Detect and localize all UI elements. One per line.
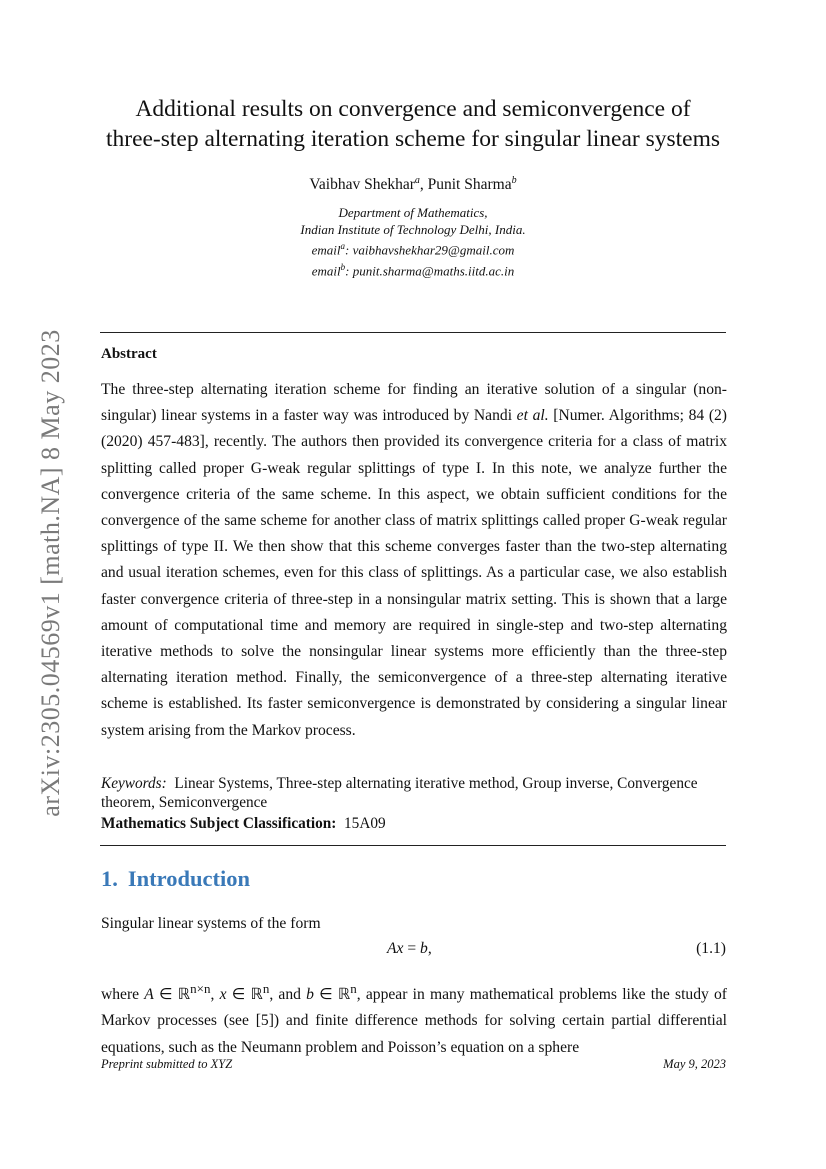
abstract-text-part: [Numer. Algorithms; 84 (2) (2020) 457-483], recently. The authors then provided its convergence criteria for a class of matrix splitting called proper G-weak regular splittings of type I. In this note, we analyze further the convergence criteria of the same scheme. In this aspect, we obtain sufficient conditions for the convergence of the same scheme for another class of matrix splittings called proper G-weak regular splittings of type II. We then show that this scheme converges faster than the two-step alternating and usual iteration schemes, even for this class of splittings. As a particular case, we also establish faster convergence criteria of three-step in a nonsingular matrix setting. This is shown that a large amount of computational time and memory are required in single-step and two-step alternating iterative methods to solve the nonsingular linear systems more efficiently than the three-step alternating iteration method. Finally, the semiconvergence of a three-step alternating iterative scheme is established. Its faster semiconvergence is demonstrated by considering a singular linear system arising from the Markov process. — [101, 407, 727, 739]
abstract-etal: et al. — [516, 407, 549, 425]
math-var: x — [219, 986, 227, 1004]
math-op: ∈ ℝ — [153, 986, 191, 1004]
paper-title — [100, 94, 726, 154]
keywords — [101, 775, 727, 812]
math-sup: n×n — [190, 981, 211, 996]
equation — [387, 940, 432, 958]
intro-paragraph — [101, 976, 727, 1061]
math-var: b — [306, 986, 314, 1004]
equation-number: (1.1) — [696, 940, 726, 957]
equation-equals: = — [403, 940, 421, 957]
intro-text: , appear in many mathematical problems like the study of Markov processes (see [5]) and finite difference methods for solving certain partial differential equations, such as the Neumann problem and Poisson’s equation on a sphere — [101, 986, 727, 1056]
title-line-2: three-step alternating iteration scheme for singular linear systems — [105, 126, 721, 152]
email-label: email — [311, 242, 341, 258]
email-label: email — [311, 263, 341, 279]
author-name: Punit Sharma — [427, 176, 512, 194]
abstract-heading: Abstract — [101, 346, 157, 362]
math-var: A — [144, 986, 154, 1004]
arxiv-identifier: arXiv:2305.04569v1 [math.NA] 8 May 2023 — [36, 329, 65, 817]
institute: Indian Institute of Technology Delhi, India. — [300, 221, 526, 237]
math-op: ∈ ℝ — [313, 986, 351, 1004]
email-separator: : — [345, 263, 353, 279]
affiliation — [100, 205, 726, 280]
section-heading-introduction — [101, 866, 250, 892]
intro-lead-text: Singular linear systems of the form — [101, 915, 321, 932]
author-separator: , — [419, 176, 428, 194]
email-address[interactable]: punit.sharma@maths.iitd.ac.in — [352, 263, 515, 279]
section-number: 1. — [101, 866, 118, 891]
msc-label: Mathematics Subject Classification: — [101, 815, 337, 832]
author-affil-mark: a — [414, 175, 420, 186]
abstract-bottom-rule — [100, 845, 726, 846]
msc-value: 15A09 — [344, 815, 386, 832]
intro-text: where — [101, 986, 145, 1004]
equation-rhs: b — [420, 940, 428, 957]
math-sup: n — [350, 981, 357, 996]
math-sup: n — [262, 981, 270, 996]
footer-date: May 9, 2023 — [663, 1057, 726, 1071]
keywords-text: Linear Systems, Three-step alternating iterative method, Group inverse, Convergence theorem, Semiconvergence — [101, 775, 698, 811]
author-list — [100, 175, 726, 194]
email-mark: a — [340, 241, 345, 251]
keywords-label: Keywords: — [101, 775, 167, 792]
email-line-a — [100, 238, 726, 259]
department: Department of Mathematics, — [338, 205, 488, 220]
abstract-text-part: The three-step alternating iteration scheme for finding an iterative solution of a singular (non-singular) linear systems in a faster way was introduced by Nandi — [101, 381, 727, 425]
equation-lhs: Ax — [387, 940, 404, 957]
intro-text: , and — [269, 986, 307, 1004]
section-title: Introduction — [127, 866, 250, 891]
email-line-b — [100, 259, 726, 280]
email-separator: : — [345, 242, 353, 258]
intro-text: , — [210, 986, 220, 1004]
email-mark: b — [340, 261, 346, 272]
abstract-top-rule — [100, 332, 726, 333]
equation-end: , — [427, 940, 432, 957]
email-address[interactable]: vaibhavshekhar29@gmail.com — [352, 242, 515, 258]
msc-classification — [101, 815, 386, 833]
author-name: Vaibhav Shekhar — [309, 176, 415, 194]
title-line-1: Additional results on convergence and semiconvergence of — [135, 96, 691, 122]
math-op: ∈ ℝ — [226, 986, 263, 1004]
author-affil-mark: b — [511, 175, 517, 186]
footer-preprint-note: Preprint submitted to XYZ — [101, 1057, 233, 1071]
abstract-text — [101, 377, 727, 744]
